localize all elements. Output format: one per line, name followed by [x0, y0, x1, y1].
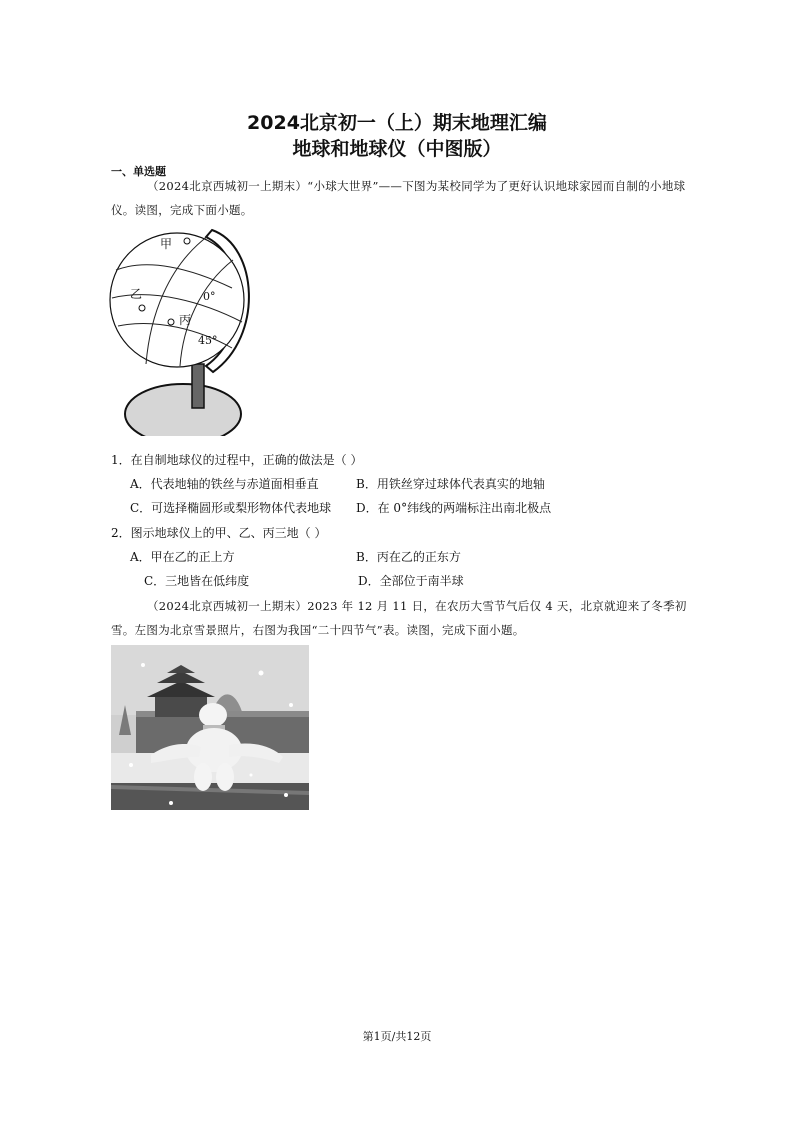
question-1-option-a: A．代表地轴的铁丝与赤道面相垂直 [130, 477, 319, 491]
snow-scene-image [111, 645, 309, 810]
label-bing: 丙 [179, 313, 192, 327]
section-heading: 一、单选题 [111, 165, 166, 178]
globe-stand [192, 364, 204, 408]
point-jia [184, 238, 190, 244]
label-45-degree: 45° [198, 334, 218, 347]
question-1-stem: 1．在自制地球仪的过程中，正确的做法是（ ） [111, 453, 363, 467]
question-2-stem: 2．图示地球仪上的甲、乙、丙三地（ ） [111, 526, 327, 540]
label-yi: 乙 [130, 287, 143, 301]
question-2-option-a: A．甲在乙的正上方 [130, 550, 235, 564]
page-number: 第1页/共12页 [362, 1030, 432, 1043]
question-1-option-c: C．可选择椭圆形或梨形物体代表地球 [130, 501, 332, 515]
question-1-option-d: D．在 0°纬线的两端标注出南北极点 [356, 501, 552, 515]
globe-figure [108, 226, 268, 436]
globe-diagram [108, 226, 268, 436]
passage-intro-1: （2024北京西城初一上期末）“小球大世界”——下图为某校同学为了更好认识地球家园而自制的小地球仪。读图，完成下面小题。 [111, 179, 686, 217]
label-jia: 甲 [160, 237, 173, 251]
point-yi [139, 305, 145, 311]
page-title: 2024北京初一（上）期末地理汇编 [247, 112, 547, 134]
question-1-option-b: B．用铁丝穿过球体代表真实的地轴 [356, 477, 545, 491]
question-2-option-d: D．全部位于南半球 [358, 574, 464, 588]
globe-base [125, 384, 241, 436]
page-subtitle: 地球和地球仪（中图版） [292, 138, 502, 160]
label-0-degree: 0° [203, 290, 216, 303]
passage-intro-2: （2024北京西城初一上期末）2023 年 12 月 11 日，在农历大雪节气后仅 4 天，北京就迎来了冬季初雪。左图为北京雪景照片，右图为我国“二十四节气”表。读图，完成下面小题。 [111, 599, 687, 637]
point-bing [168, 319, 174, 325]
beijing-snow-photo [111, 645, 309, 810]
question-2-option-b: B．丙在乙的正东方 [356, 550, 461, 564]
question-2-option-c: C．三地皆在低纬度 [144, 574, 250, 588]
